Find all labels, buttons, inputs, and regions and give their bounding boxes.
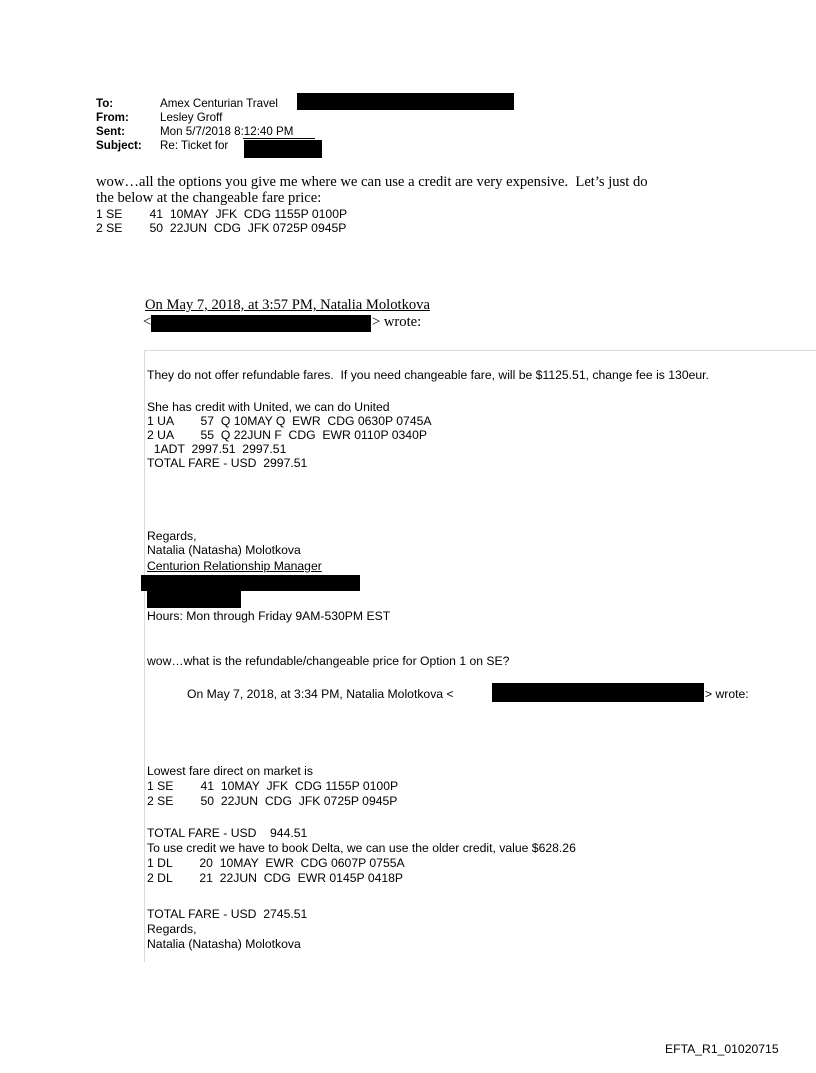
quote-line: To use credit we have to book Delta, we can use the older credit, value $628.26 (147, 841, 576, 855)
attribution-close: > wrote: (705, 687, 749, 701)
signature-title: Centurion Relationship Manager (147, 559, 322, 573)
itinerary-line: 2 SE 50 22JUN CDG JFK 0725P 0945P (96, 221, 347, 235)
sent-value: Mon 5/7/2018 8:12:40 PM (160, 125, 294, 138)
reply-line-1: wow…all the options you give me where we can use a credit are very expensive. Let’s just do (96, 174, 648, 190)
total-fare: TOTAL FARE - USD 944.51 (147, 826, 308, 840)
itinerary-line: 1 UA 57 Q 10MAY Q EWR CDG 0630P 0745A (147, 414, 432, 428)
redaction-bar (244, 140, 322, 158)
to-label: To: (96, 97, 114, 110)
quote-border (144, 350, 145, 962)
itinerary-line: 2 SE 50 22JUN CDG JFK 0725P 0945P (147, 794, 398, 808)
fare-line: 1ADT 2997.51 2997.51 (147, 442, 287, 456)
attribution-line: On May 7, 2018, at 3:57 PM, Natalia Molotkova (145, 297, 430, 313)
attribution-open: < (143, 314, 152, 330)
signature-name: Natalia (Natasha) Molotkova (147, 543, 301, 557)
signature-name: Natalia (Natasha) Molotkova (147, 937, 301, 951)
sent-label: Sent: (96, 125, 125, 138)
itinerary-line: 1 SE 41 10MAY JFK CDG 1155P 0100P (96, 207, 348, 221)
quote-line: She has credit with United, we can do United (147, 400, 390, 414)
attribution-close: > wrote: (372, 314, 422, 330)
redaction-bar (141, 575, 360, 591)
total-fare: TOTAL FARE - USD 2745.51 (147, 907, 308, 921)
to-value: Amex Centurian Travel (160, 97, 278, 110)
bates-number: EFTA_R1_01020715 (665, 1042, 779, 1056)
itinerary-line: 1 SE 41 10MAY JFK CDG 1155P 0100P (147, 779, 399, 793)
regards: Regards, (147, 922, 197, 936)
redaction-bar (297, 93, 514, 110)
subject-label: Subject: (96, 139, 142, 152)
itinerary-line: 2 DL 21 22JUN CDG EWR 0145P 0418P (147, 871, 404, 885)
quote-divider (144, 350, 816, 351)
attribution-line: On May 7, 2018, at 3:34 PM, Natalia Molotkova < (187, 687, 454, 701)
hours: Hours: Mon through Friday 9AM-530PM EST (147, 609, 391, 623)
sent-underline (243, 138, 315, 139)
from-label: From: (96, 111, 129, 124)
total-fare: TOTAL FARE - USD 2997.51 (147, 456, 308, 470)
from-value: Lesley Groff (160, 111, 223, 124)
redaction-bar (492, 683, 704, 702)
redaction-bar (147, 591, 241, 608)
itinerary-line: 1 DL 20 10MAY EWR CDG 0607P 0755A (147, 856, 405, 870)
redaction-bar (151, 315, 371, 332)
itinerary-line: 2 UA 55 Q 22JUN F CDG EWR 0110P 0340P (147, 428, 427, 442)
regards: Regards, (147, 529, 197, 543)
subject-value: Re: Ticket for (160, 139, 229, 152)
question-line: wow…what is the refundable/changeable price for Option 1 on SE? (147, 654, 510, 668)
quote-line: Lowest fare direct on market is (147, 764, 313, 778)
quote-line: They do not offer refundable fares. If you need changeable fare, will be $1125.51, change fee is 130eur. (147, 368, 709, 382)
reply-line-2: the below at the changeable fare price: (96, 190, 322, 206)
